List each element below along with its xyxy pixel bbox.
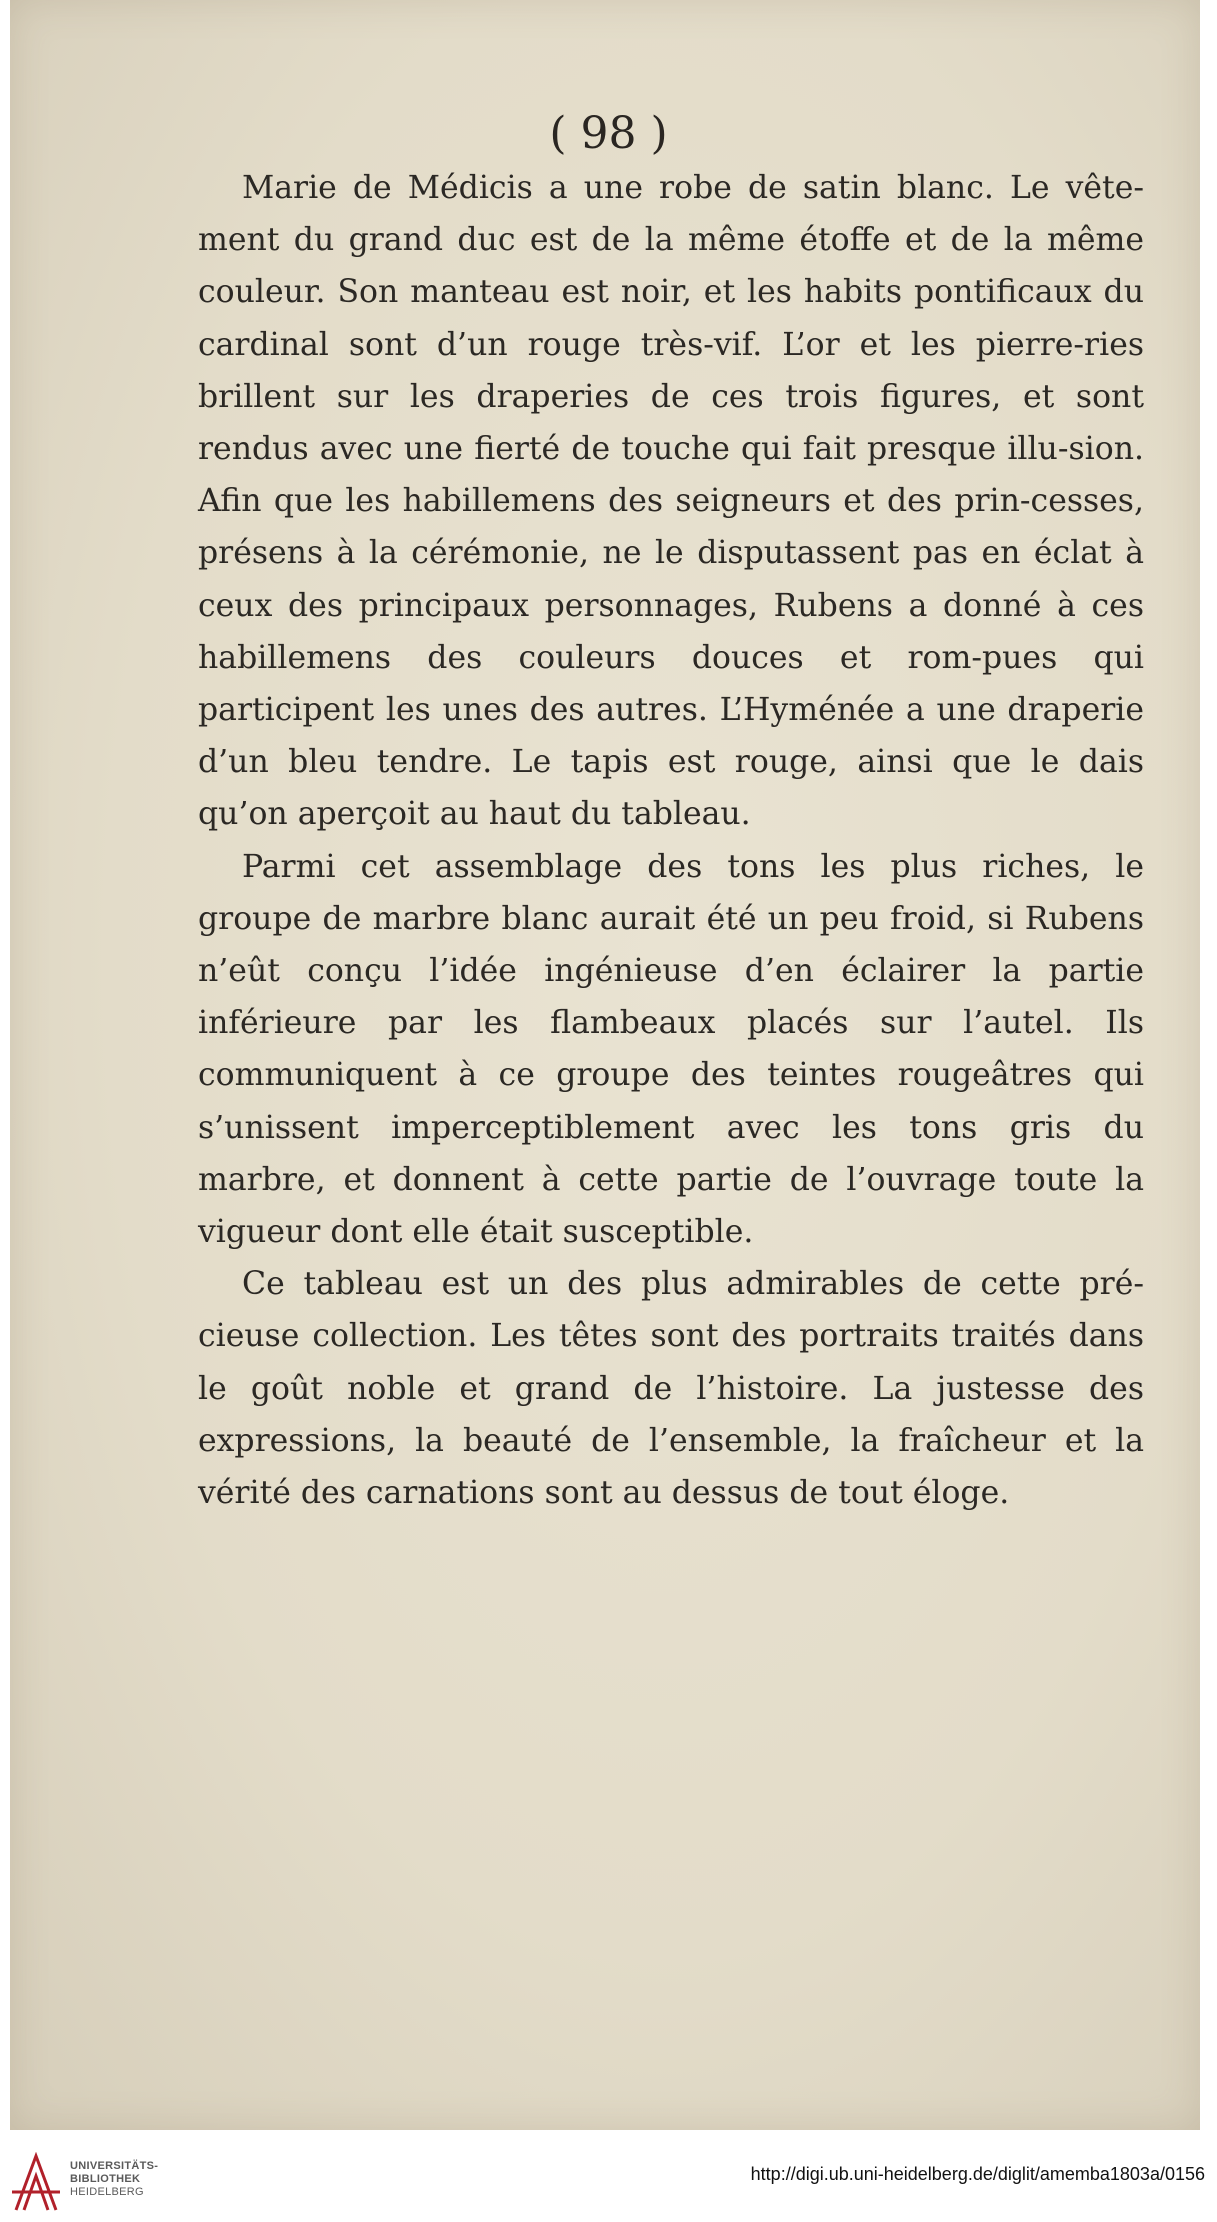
source-url-link[interactable]: http://digi.ub.uni-heidelberg.de/diglit/amemba1803a/0156 xyxy=(750,2164,1205,2184)
paragraph-1: Marie de Médicis a une robe de satin blanc. Le vête-ment du grand duc est de la même étoffe et de la même couleur. Son manteau est noir, et les habits pontificaux du cardinal sont d’un rouge très-vif. L’or et les pierre-ries brillent sur les draperies de ces trois figures, et sont rendus avec une fierté de touche qui fait presque illu-sion. Afin que les habillemens des seigneurs et des prin-cesses, présens à la cérémonie, ne le disputassent pas en éclat à ceux des principaux personnages, Rubens a donné à ces habillemens des couleurs douces et rom-pues qui participent les unes des autres. L’Hyménée a une draperie d’un bleu tendre. Le tapis est rouge, ainsi que le dais qu’on aperçoit au haut du tableau. xyxy=(198,170,1144,833)
library-name-line-2: BIBLIOTHEK xyxy=(70,2173,141,2185)
paragraph-2: Parmi cet assemblage des tons les plus riches, le groupe de marbre blanc aurait été un peu froid, si Rubens n’eût conçu l’idée ingénieuse d’en éclairer la partie inférieure par les flambeaux placés sur l’autel. Ils communiquent à ce groupe des teintes rougeâtres qui s’unissent imperceptiblement avec les tons gris du marbre, et donnent à cette partie de l’ouvrage toute la vigueur dont elle était susceptible. xyxy=(198,848,1144,1251)
library-logo-icon xyxy=(10,2152,62,2214)
library-name-line-3: HEIDELBERG xyxy=(70,2186,144,2198)
library-name-line-1: UNIVERSITÄTS- xyxy=(70,2160,159,2172)
paragraph-3: Ce tableau est un des plus admirables de cette pré-cieuse collection. Les têtes sont des portraits traités dans le goût noble et grand de l’histoire. La justesse des expressions, la beauté de l’ensemble, la fraîcheur et la vérité des carnations sont au dessus de tout éloge. xyxy=(198,1266,1144,1512)
body-text xyxy=(198,162,1144,1519)
library-name xyxy=(70,2160,158,2199)
footer-bar xyxy=(0,2130,1217,2222)
page-number: ( 98 ) xyxy=(549,108,668,159)
